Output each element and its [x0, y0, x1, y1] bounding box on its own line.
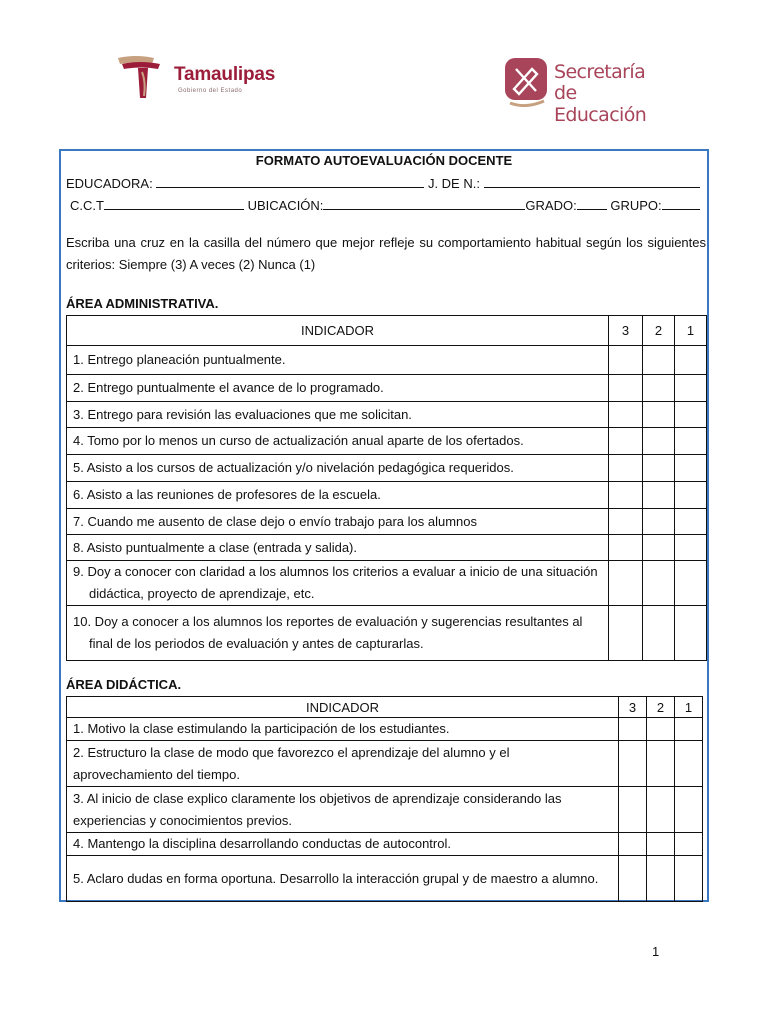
form-title: FORMATO AUTOEVALUACIÓN DOCENTE [255, 153, 513, 168]
score-cell-2[interactable] [643, 509, 675, 535]
didactic-score1-header: 1 [675, 697, 703, 718]
secretaria-line2: de Educación [554, 82, 647, 126]
admin-indicator-6: 6. Asisto a las reuniones de profesores de la escuela. [67, 482, 609, 509]
didactic-table [66, 696, 703, 902]
didactic-score2-header: 2 [647, 697, 675, 718]
didactic-indicator-5: 5. Aclaro dudas en forma oportuna. Desarrollo la interacción grupal y de maestro a alumno. [67, 856, 619, 902]
score-cell-2[interactable] [643, 606, 675, 661]
table-row [67, 561, 707, 606]
score-cell-1[interactable] [675, 741, 703, 787]
didactic-header-row [67, 697, 703, 718]
score-cell-2[interactable] [643, 455, 675, 482]
tamaulipas-name: Tamaulipas [174, 64, 276, 85]
score-cell-1[interactable] [675, 402, 707, 428]
score-cell-2[interactable] [643, 535, 675, 561]
page-number: 1 [652, 944, 660, 959]
admin-indicator-10: 10. Doy a conocer a los alumnos los reportes de evaluación y sugerencias resultantes al final de los periodos de evaluación y antes de capturarlas. [67, 606, 609, 661]
table-row [67, 787, 703, 833]
table-row [67, 375, 707, 402]
score-cell-3[interactable] [609, 561, 643, 606]
score-cell-2[interactable] [643, 428, 675, 455]
table-row [67, 402, 707, 428]
table-row [67, 535, 707, 561]
admin-indicator-header: INDICADOR [67, 316, 609, 346]
admin-indicator-5: 5. Asisto a los cursos de actualización y/o nivelación pedagógica requeridos. [67, 455, 609, 482]
score-cell-3[interactable] [609, 402, 643, 428]
table-row [67, 718, 703, 741]
didactic-indicator-1: 1. Motivo la clase estimulando la participación de los estudiantes. [67, 718, 619, 741]
score-cell-1[interactable] [675, 535, 707, 561]
secretaria-educacion-logo [504, 57, 674, 126]
tamaulipas-logo [116, 52, 276, 102]
score-cell-3[interactable] [609, 482, 643, 509]
score-cell-1[interactable] [675, 482, 707, 509]
ubicacion-field[interactable] [323, 196, 525, 210]
grado-label: GRADO: [525, 198, 577, 213]
didactic-area-title: ÁREA DIDÁCTICA. [66, 677, 182, 692]
score-cell-1[interactable] [675, 428, 707, 455]
score-cell-3[interactable] [609, 455, 643, 482]
score-cell-1[interactable] [675, 787, 703, 833]
score-cell-3[interactable] [609, 346, 643, 375]
cct-label: C.C.T [70, 198, 104, 213]
score-cell-1[interactable] [675, 856, 703, 902]
score-cell-3[interactable] [619, 787, 647, 833]
tamaulipas-subtitle: Gobierno del Estado [178, 88, 243, 94]
admin-score3-header: 3 [609, 316, 643, 346]
grado-field[interactable] [577, 196, 607, 210]
score-cell-3[interactable] [609, 428, 643, 455]
didactic-indicator-2: 2. Estructuro la clase de modo que favorezco el aprendizaje del alumno y el aprovechamiento del tiempo. [67, 741, 619, 787]
score-cell-1[interactable] [675, 346, 707, 375]
score-cell-1[interactable] [675, 561, 707, 606]
admin-score1-header: 1 [675, 316, 707, 346]
secretaria-line1: Secretaría [554, 61, 646, 83]
admin-indicator-7: 7. Cuando me ausento de clase dejo o envío trabajo para los alumnos [67, 509, 609, 535]
admin-area-title: ÁREA ADMINISTRATIVA. [66, 296, 219, 311]
cct-row [70, 196, 700, 213]
admin-indicator-9: 9. Doy a conocer con claridad a los alumnos los criterios a evaluar a inicio de una situación didáctica, proyecto de aprendizaje, etc. [67, 561, 609, 606]
score-cell-2[interactable] [647, 741, 675, 787]
table-row [67, 482, 707, 509]
score-cell-3[interactable] [619, 833, 647, 856]
educadora-label: EDUCADORA: [66, 176, 153, 191]
admin-indicator-4: 4. Tomo por lo menos un curso de actualización anual aparte de los ofertados. [67, 428, 609, 455]
score-cell-1[interactable] [675, 509, 707, 535]
educadora-row [66, 174, 700, 191]
score-cell-3[interactable] [619, 856, 647, 902]
grupo-label: GRUPO: [610, 198, 662, 213]
table-row [67, 346, 707, 375]
educadora-field[interactable] [156, 174, 424, 188]
score-cell-2[interactable] [647, 833, 675, 856]
tamaulipas-emblem-icon [116, 52, 172, 100]
score-cell-2[interactable] [643, 482, 675, 509]
score-cell-2[interactable] [643, 561, 675, 606]
didactic-indicator-3: 3. Al inicio de clase explico claramente los objetivos de aprendizaje considerando las experiencias y conocimientos previos. [67, 787, 619, 833]
score-cell-3[interactable] [609, 509, 643, 535]
score-cell-2[interactable] [647, 718, 675, 741]
admin-score2-header: 2 [643, 316, 675, 346]
score-cell-3[interactable] [619, 718, 647, 741]
jden-field[interactable] [484, 174, 700, 188]
didactic-indicator-header: INDICADOR [67, 697, 619, 718]
admin-indicator-1: 1. Entrego planeación puntualmente. [67, 346, 609, 375]
table-row [67, 606, 707, 661]
score-cell-2[interactable] [643, 346, 675, 375]
didactic-indicator-4: 4. Mantengo la disciplina desarrollando conductas de autocontrol. [67, 833, 619, 856]
table-row [67, 741, 703, 787]
jden-label: J. DE N.: [427, 176, 480, 191]
score-cell-2[interactable] [647, 856, 675, 902]
table-row [67, 455, 707, 482]
instructions-text: Escriba una cruz en la casilla del número que mejor refleje su comportamiento habitual según los siguientes criterios: Siempre (3) A veces (2) Nunca (1) [66, 235, 706, 272]
score-cell-1[interactable] [675, 718, 703, 741]
score-cell-3[interactable] [609, 535, 643, 561]
table-row [67, 833, 703, 856]
admin-table [66, 315, 707, 661]
score-cell-2[interactable] [643, 402, 675, 428]
score-cell-2[interactable] [643, 375, 675, 402]
table-row [67, 856, 703, 902]
score-cell-3[interactable] [609, 606, 643, 661]
ubicacion-label: UBICACIÓN: [247, 198, 324, 213]
score-cell-3[interactable] [619, 741, 647, 787]
score-cell-2[interactable] [647, 787, 675, 833]
score-cell-1[interactable] [675, 833, 703, 856]
pencil-ruler-badge-icon [504, 57, 548, 107]
table-row [67, 428, 707, 455]
admin-indicator-3: 3. Entrego para revisión las evaluaciones que me solicitan. [67, 402, 609, 428]
admin-indicator-8: 8. Asisto puntualmente a clase (entrada y salida). [67, 535, 609, 561]
grupo-field[interactable] [662, 196, 700, 210]
admin-header-row [67, 316, 707, 346]
didactic-score3-header: 3 [619, 697, 647, 718]
cct-field[interactable] [104, 196, 244, 210]
score-cell-1[interactable] [675, 606, 707, 661]
score-cell-1[interactable] [675, 455, 707, 482]
admin-indicator-2: 2. Entrego puntualmente el avance de lo programado. [67, 375, 609, 402]
score-cell-3[interactable] [609, 375, 643, 402]
score-cell-1[interactable] [675, 375, 707, 402]
table-row [67, 509, 707, 535]
